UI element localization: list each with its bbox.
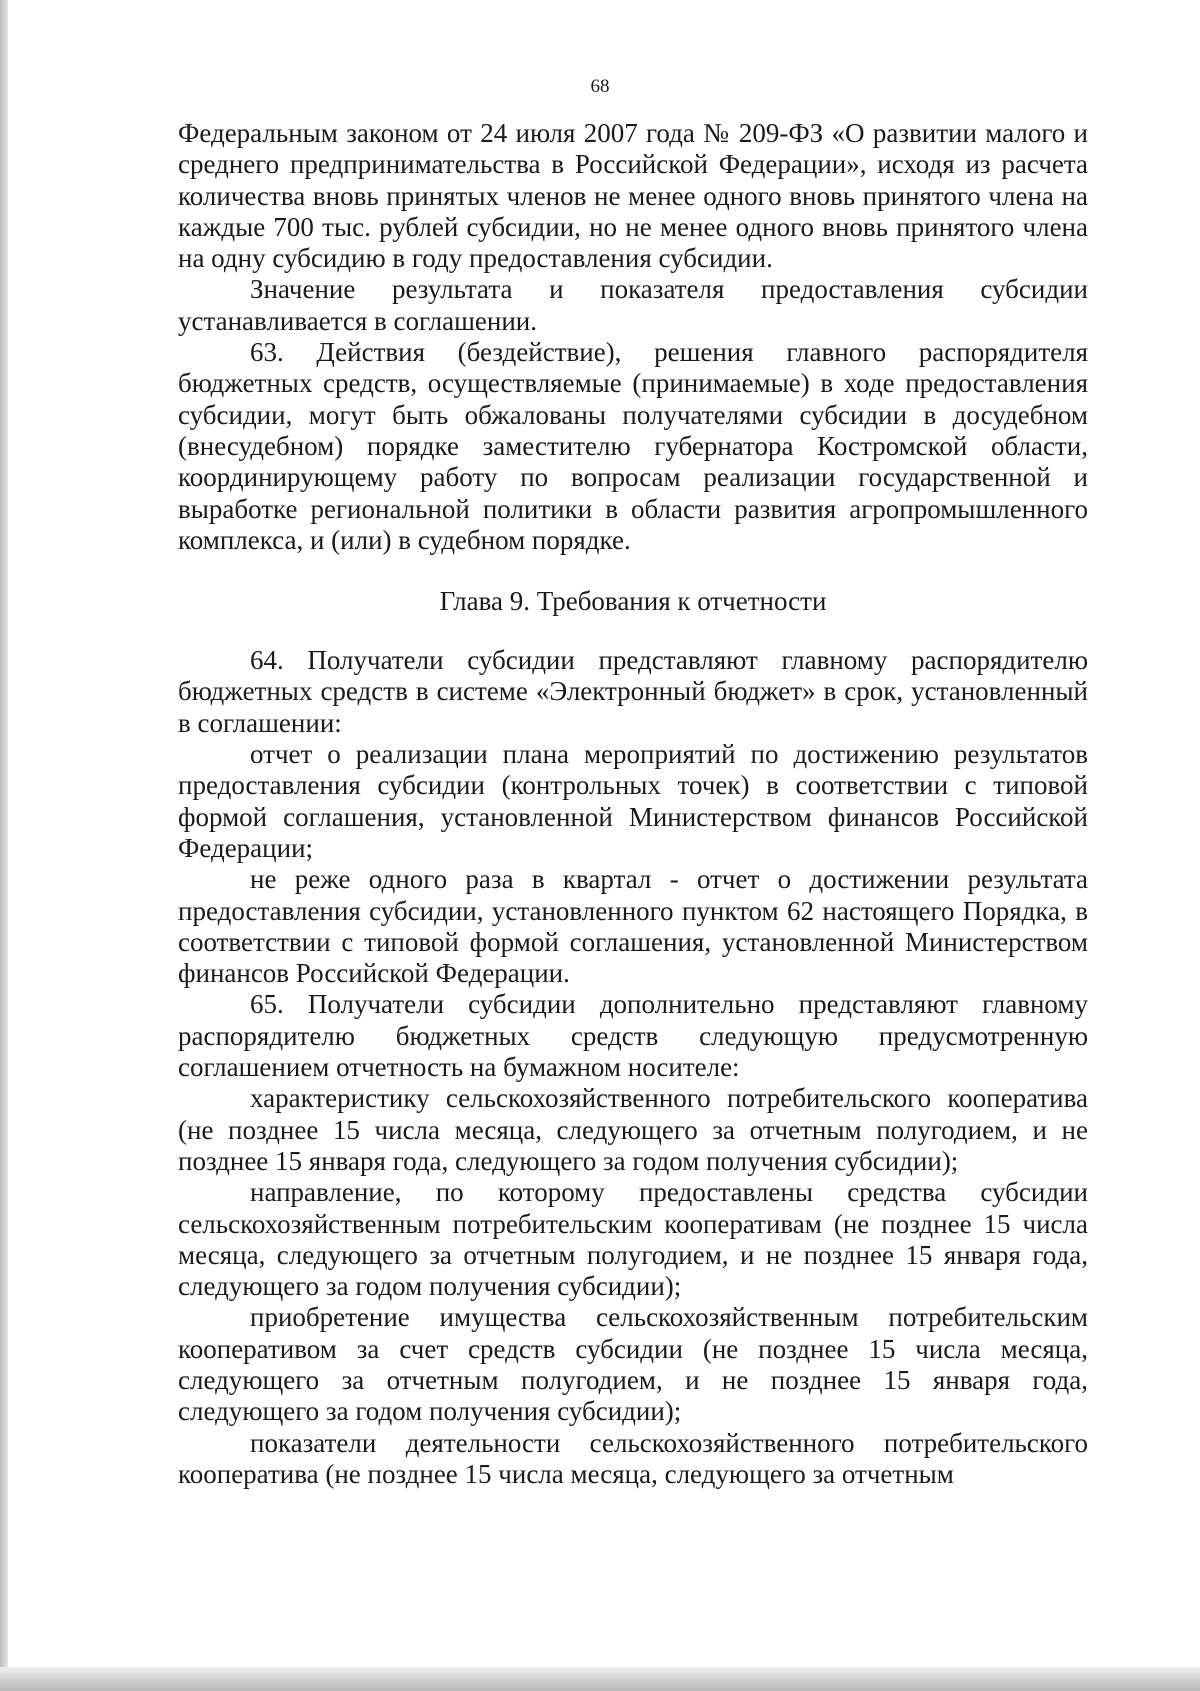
- paragraph-item-63: 63. Действия (бездействие), решения главного распорядителя бюджетных средств, осуществляемые (принимаемые) в ходе предоставления субсидии, могут быть обжалованы получателями субсидии в досудебном (внесудебном) порядке заместителю губернатора Костромской области, координирующему работу по вопросам реализации государственной и выработке региональной политики в области развития агропромышленного комплекса, и (или) в судебном порядке.: [178, 337, 1088, 555]
- paragraph: отчет о реализации плана мероприятий по достижению результатов предоставления субсидии (контрольных точек) в соответствии с типовой формой соглашения, установленной Министерством финансов Российской Федерации;: [178, 739, 1088, 863]
- scan-left-edge: [0, 0, 8, 1691]
- paragraph: Федеральным законом от 24 июля 2007 года № 209-ФЗ «О развитии малого и среднего предпринимательства в Российской Федерации», исходя из расчета количества вновь принятых членов не менее одного вновь принятого члена на каждые 700 тыс. рублей субсидии, но не менее одного вновь принятого члена на одну субсидию в году предоставления субсидии.: [178, 118, 1088, 274]
- scan-bottom-edge: [0, 1667, 1200, 1691]
- paragraph: показатели деятельности сельскохозяйственного потребительского кооператива (не позднее 15 числа месяца, следующего за отчетным: [178, 1427, 1088, 1489]
- paragraph: характеристику сельскохозяйственного потребительского кооператива (не позднее 15 числа месяца, следующего за отчетным полугодием, и не позднее 15 января года, следующего за годом получения субсидии);: [178, 1083, 1088, 1176]
- paragraph: не реже одного раза в квартал - отчет о достижении результата предоставления субсидии, установленного пунктом 62 настоящего Порядка, в соответствии с типовой формой соглашения, установленной Министерством финансов Российской Федерации.: [178, 864, 1088, 989]
- paragraph: Значение результата и показателя предоставления субсидии устанавливается в соглашении.: [178, 274, 1088, 336]
- document-body: [178, 118, 1088, 1490]
- paragraph-item-65: 65. Получатели субсидии дополнительно представляют главному распорядителю бюджетных средств следующую предусмотренную соглашением отчетность на бумажном носителе:: [178, 989, 1088, 1083]
- page-number: 68: [590, 76, 610, 97]
- chapter-heading: Глава 9. Требования к отчетности: [439, 586, 827, 617]
- paragraph: приобретение имущества сельскохозяйственным потребительским кооперативом за счет средств субсидии (не позднее 15 числа месяца, следующего за отчетным полугодием, и не позднее 15 января года, следующего за годом получения субсидии);: [178, 1302, 1088, 1427]
- paragraph: направление, по которому предоставлены средства субсидии сельскохозяйственным потребительским кооперативам (не позднее 15 числа месяца, следующего за отчетным полугодием, и не позднее 15 января года, следующего за годом получения субсидии);: [178, 1177, 1088, 1302]
- paragraph-item-64: 64. Получатели субсидии представляют главному распорядителю бюджетных средств в системе «Электронный бюджет» в срок, установленный в соглашении:: [178, 645, 1088, 738]
